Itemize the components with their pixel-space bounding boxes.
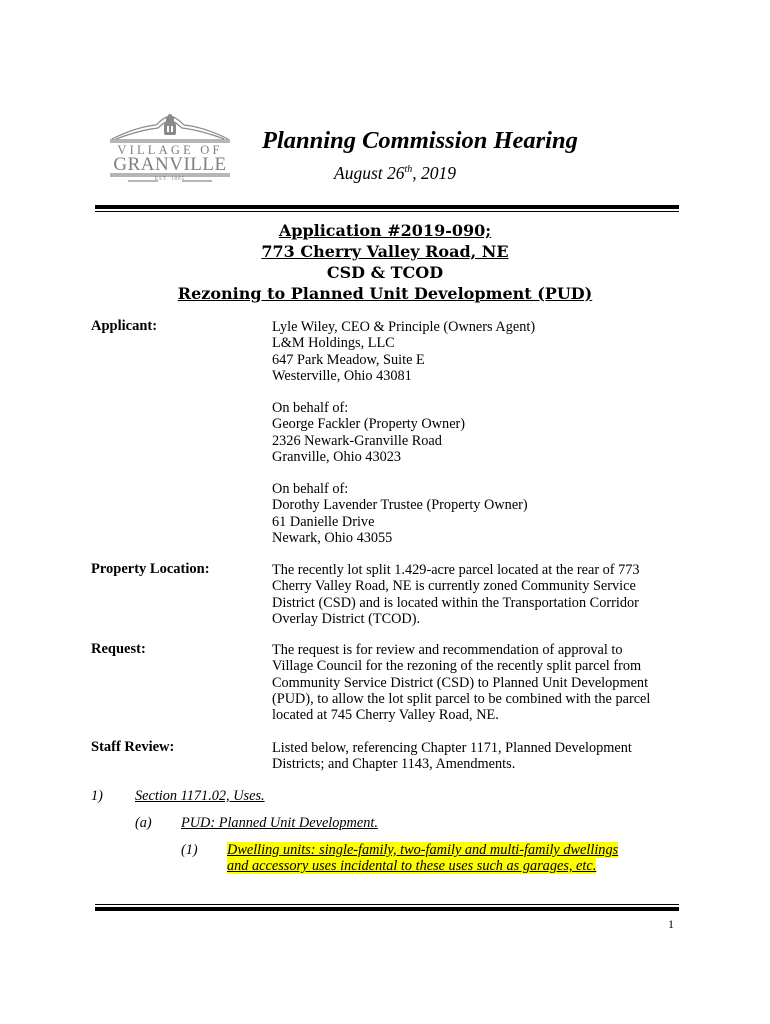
property-location-line: Overlay District (TCOD). xyxy=(272,610,421,627)
request-line: (PUD), to allow the lot split parcel to be combined with the parcel xyxy=(272,690,651,707)
item-text xyxy=(227,842,618,875)
item-line-highlighted: Dwelling units: single-family, two-family and multi-family dwellings xyxy=(227,842,619,858)
logo-established: EST. 1805 xyxy=(154,177,186,182)
staff-review-line: Listed below, referencing Chapter 1171, Planned Development xyxy=(272,740,632,756)
applicant-line: On behalf of: xyxy=(272,400,349,416)
applicant-line: George Fackler (Property Owner) xyxy=(272,416,466,433)
property-location-line: District (CSD) and is located within the Transportation Corridor xyxy=(272,594,639,611)
request-line: Village Council for the rezoning of the recently split parcel from xyxy=(272,658,642,675)
footer-rule xyxy=(95,904,679,911)
applicant-owner1-block xyxy=(272,400,465,465)
staff-review-text xyxy=(272,740,632,773)
item-line-highlighted: and accessory uses incidental to these uses such as garages, etc. xyxy=(227,858,597,875)
request-line: located at 745 Cherry Valley Road, NE. xyxy=(272,707,499,724)
applicant-line: Westerville, Ohio 43081 xyxy=(272,367,412,384)
property-location-text xyxy=(272,562,640,627)
logo-village-of: VILLAGE OF xyxy=(117,143,223,157)
header-rule xyxy=(95,205,679,212)
applicant-line: Newark, Ohio 43055 xyxy=(272,529,393,546)
date-superscript: th xyxy=(404,164,413,176)
application-address: 773 Cherry Valley Road, NE xyxy=(261,242,509,261)
applicant-line: On behalf of: xyxy=(272,481,349,497)
date-suffix: , 2019 xyxy=(412,163,457,183)
applicant-label: Applicant: xyxy=(91,318,158,334)
staff-review-line: Districts; and Chapter 1143, Amendments. xyxy=(272,756,516,773)
property-location-line: Cherry Valley Road, NE is currently zoned Community Service xyxy=(272,578,636,595)
applicant-owner2-block xyxy=(272,481,528,546)
staff-review-label: Staff Review: xyxy=(91,739,175,755)
page-number: 1 xyxy=(668,917,674,931)
item-number: (1) xyxy=(181,842,198,858)
request-line: Community Service District (CSD) to Planned Unit Development xyxy=(272,674,649,691)
hearing-date xyxy=(334,163,456,184)
request-label: Request: xyxy=(91,641,146,657)
section-number: 1) xyxy=(91,788,103,804)
applicant-line: 647 Park Meadow, Suite E xyxy=(272,351,425,368)
applicant-line: L&M Holdings, LLC xyxy=(272,335,395,352)
applicant-line: Dorothy Lavender Trustee (Property Owner) xyxy=(272,497,528,514)
request-line: The request is for review and recommendation of approval to xyxy=(272,642,623,658)
section-title: Section 1171.02, Uses. xyxy=(135,788,265,804)
application-number: Application #2019-090; xyxy=(278,221,492,240)
applicant-line: Granville, Ohio 43023 xyxy=(272,448,402,465)
village-of-granville-logo xyxy=(106,113,234,187)
date-prefix: August 26 xyxy=(334,163,405,183)
applicant-line: 2326 Newark-Granville Road xyxy=(272,432,442,449)
logo-granville: GRANVILLE xyxy=(113,154,227,175)
property-location-line: The recently lot split 1.429-acre parcel located at the rear of 773 xyxy=(272,562,640,578)
applicant-agent-block xyxy=(272,319,535,384)
application-districts: CSD & TCOD xyxy=(326,263,444,282)
application-subject: Rezoning to Planned Unit Development (PUD) xyxy=(177,284,593,303)
page-title: Planning Commission Hearing xyxy=(262,127,578,154)
request-text xyxy=(272,642,650,723)
subsection-title: PUD: Planned Unit Development. xyxy=(181,815,378,831)
property-location-label: Property Location: xyxy=(91,561,210,577)
applicant-line: 61 Danielle Drive xyxy=(272,513,375,530)
subsection-number: (a) xyxy=(135,815,152,831)
applicant-line: Lyle Wiley, CEO & Principle (Owners Agent) xyxy=(272,319,536,335)
